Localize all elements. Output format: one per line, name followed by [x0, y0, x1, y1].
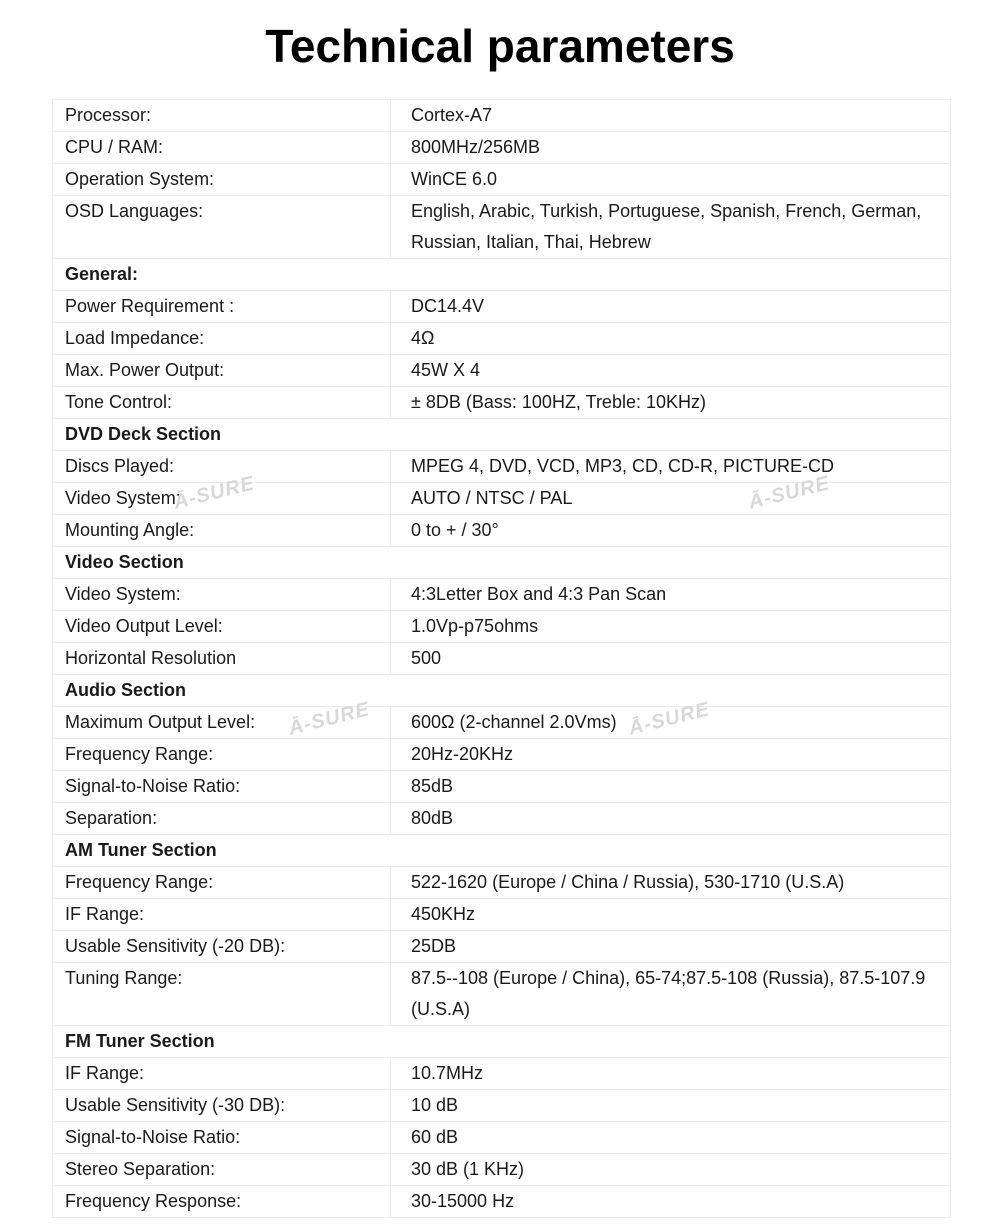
spec-value: 60 dB — [391, 1122, 951, 1154]
spec-label: Frequency Range: — [53, 867, 391, 899]
spec-value: 450KHz — [391, 899, 951, 931]
spec-value: 4Ω — [391, 323, 951, 355]
spec-value: ± 8DB (Bass: 100HZ, Treble: 10KHz) — [391, 387, 951, 419]
spec-label: Operation System: — [53, 164, 391, 196]
spec-row — [53, 1090, 951, 1122]
section-header-row — [53, 419, 951, 451]
section-title: FM Tuner Section — [53, 1026, 951, 1058]
spec-value: MPEG 4, DVD, VCD, MP3, CD, CD-R, PICTURE-CD — [391, 451, 951, 483]
spec-label: Separation: — [53, 803, 391, 835]
spec-label: Mounting Angle: — [53, 515, 391, 547]
spec-row — [53, 1186, 951, 1218]
spec-value: 87.5--108 (Europe / China), 65-74;87.5-108 (Russia), 87.5-107.9 (U.S.A) — [391, 963, 951, 1026]
page-title: Technical parameters — [265, 20, 735, 72]
spec-row — [53, 355, 951, 387]
spec-row — [53, 387, 951, 419]
spec-label: Video System: — [53, 483, 391, 515]
section-title: AM Tuner Section — [53, 835, 951, 867]
spec-label: Stereo Separation: — [53, 1154, 391, 1186]
spec-value: 800MHz/256MB — [391, 132, 951, 164]
spec-row — [53, 899, 951, 931]
watermark: Ā-SURE — [626, 698, 712, 740]
spec-row — [53, 643, 951, 675]
spec-value: English, Arabic, Turkish, Portuguese, Spanish, French, German, Russian, Italian, Thai, Hebrew — [391, 196, 951, 259]
spec-row — [53, 1154, 951, 1186]
spec-row — [53, 132, 951, 164]
spec-label: Frequency Range: — [53, 739, 391, 771]
section-header-row — [53, 675, 951, 707]
section-title: General: — [53, 259, 951, 291]
spec-row — [53, 1058, 951, 1090]
spec-value: 25DB — [391, 931, 951, 963]
section-title: Audio Section — [53, 675, 951, 707]
spec-value: 500 — [391, 643, 951, 675]
spec-value: 85dB — [391, 771, 951, 803]
spec-label: Tuning Range: — [53, 963, 391, 1026]
spec-row — [53, 803, 951, 835]
spec-row — [53, 1122, 951, 1154]
spec-value: 80dB — [391, 803, 951, 835]
spec-label: Horizontal Resolution — [53, 643, 391, 675]
spec-value: 522-1620 (Europe / China / Russia), 530-1710 (U.S.A) — [391, 867, 951, 899]
spec-label: Usable Sensitivity (-30 DB): — [53, 1090, 391, 1122]
spec-value: 1.0Vp-p75ohms — [391, 611, 951, 643]
spec-table-body — [53, 100, 951, 1218]
section-header-row — [53, 547, 951, 579]
spec-label: Maximum Output Level: — [53, 707, 391, 739]
spec-value: 45W X 4 — [391, 355, 951, 387]
spec-value: 30 dB (1 KHz) — [391, 1154, 951, 1186]
spec-label: IF Range: — [53, 1058, 391, 1090]
section-header-row — [53, 259, 951, 291]
spec-value: 30-15000 Hz — [391, 1186, 951, 1218]
spec-value: Cortex-A7 — [391, 100, 951, 132]
spec-row — [53, 963, 951, 1026]
spec-row — [53, 291, 951, 323]
section-title: DVD Deck Section — [53, 419, 951, 451]
spec-label: Signal-to-Noise Ratio: — [53, 1122, 391, 1154]
spec-value: 4:3Letter Box and 4:3 Pan Scan — [391, 579, 951, 611]
spec-label: Frequency Response: — [53, 1186, 391, 1218]
spec-row — [53, 611, 951, 643]
spec-label: Power Requirement : — [53, 291, 391, 323]
spec-label: Video Output Level: — [53, 611, 391, 643]
spec-value: 600Ω (2-channel 2.0Vms) — [391, 707, 951, 739]
spec-label: OSD Languages: — [53, 196, 391, 259]
section-header-row — [53, 835, 951, 867]
spec-label: Tone Control: — [53, 387, 391, 419]
spec-row — [53, 739, 951, 771]
section-header-row — [53, 1026, 951, 1058]
section-title: Video Section — [53, 547, 951, 579]
spec-value: DC14.4V — [391, 291, 951, 323]
spec-label: Max. Power Output: — [53, 355, 391, 387]
spec-value: WinCE 6.0 — [391, 164, 951, 196]
spec-label: Discs Played: — [53, 451, 391, 483]
spec-label: CPU / RAM: — [53, 132, 391, 164]
spec-row — [53, 196, 951, 259]
spec-row — [53, 771, 951, 803]
spec-row — [53, 579, 951, 611]
spec-label: Video System: — [53, 579, 391, 611]
spec-label: Processor: — [53, 100, 391, 132]
spec-value: 20Hz-20KHz — [391, 739, 951, 771]
spec-row — [53, 707, 951, 739]
spec-value: 10.7MHz — [391, 1058, 951, 1090]
spec-label: Load Impedance: — [53, 323, 391, 355]
watermark: Ā-SURE — [746, 472, 832, 514]
spec-label: Signal-to-Noise Ratio: — [53, 771, 391, 803]
spec-row — [53, 515, 951, 547]
spec-value: AUTO / NTSC / PAL — [391, 483, 951, 515]
spec-row — [53, 323, 951, 355]
spec-row — [53, 483, 951, 515]
spec-row — [53, 100, 951, 132]
spec-value: 10 dB — [391, 1090, 951, 1122]
spec-label: IF Range: — [53, 899, 391, 931]
spec-value: 0 to + / 30° — [391, 515, 951, 547]
watermark: Ā-SURE — [286, 698, 372, 740]
spec-row — [53, 867, 951, 899]
spec-row — [53, 931, 951, 963]
spec-table — [52, 99, 951, 1218]
watermark: Ā-SURE — [171, 472, 257, 514]
spec-row — [53, 451, 951, 483]
spec-label: Usable Sensitivity (-20 DB): — [53, 931, 391, 963]
spec-row — [53, 164, 951, 196]
